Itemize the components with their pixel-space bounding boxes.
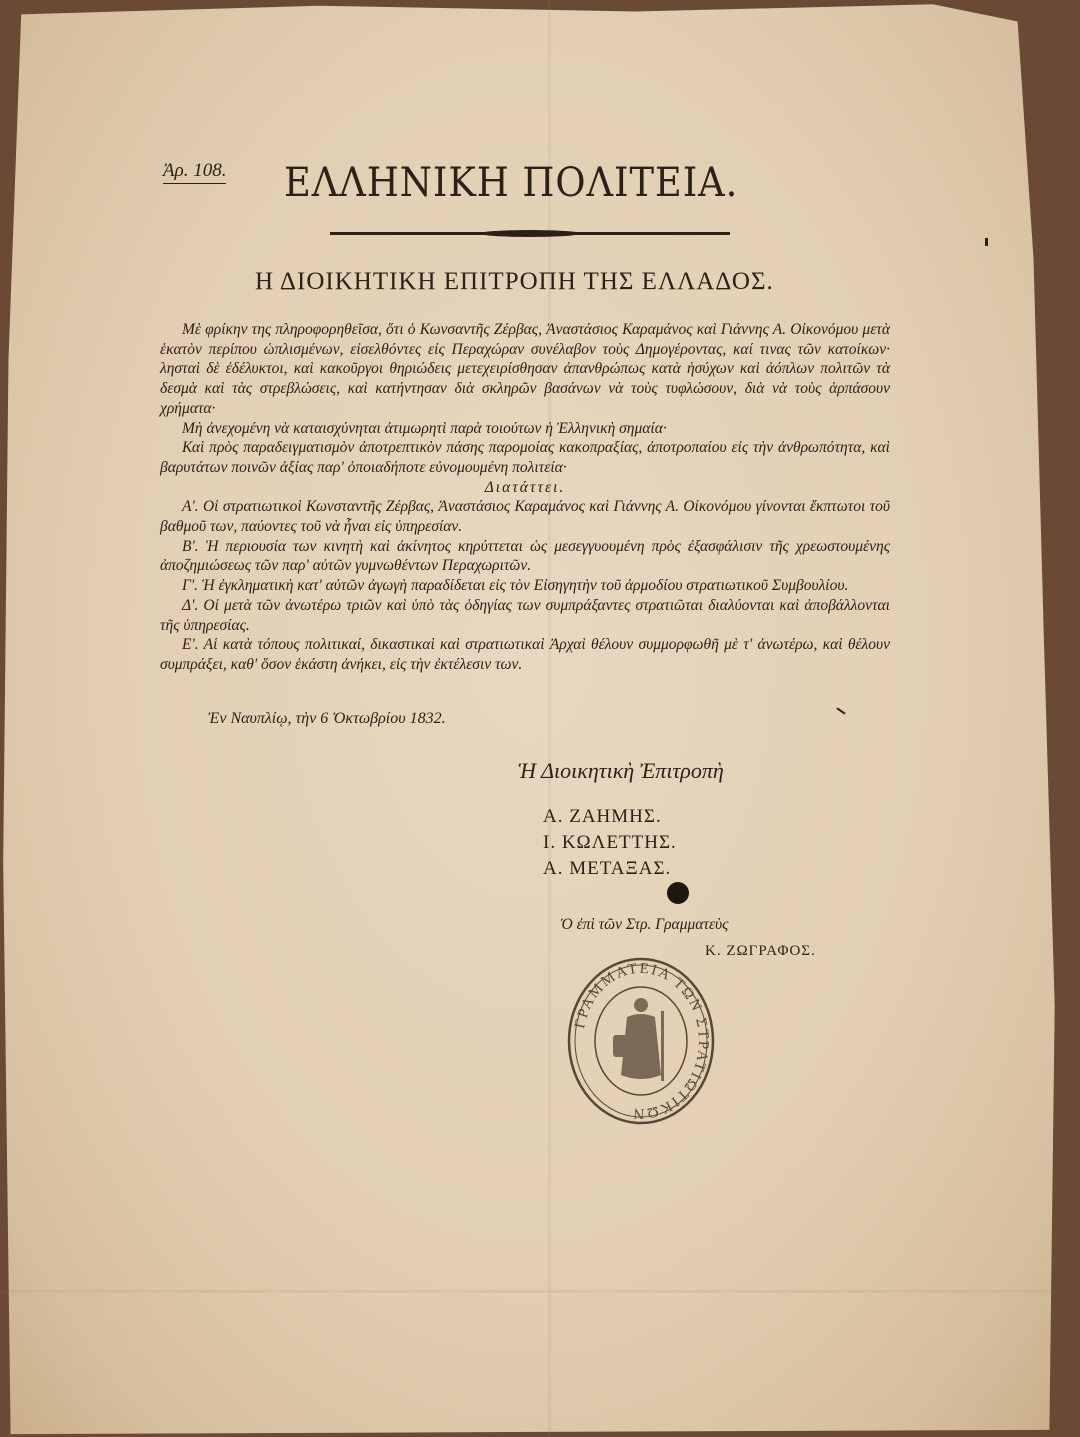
article-d: Δ'. Οἱ μετὰ τῶν ἀνωτέρω τριῶν καὶ ὑπὸ τὰς ὁδηγίας των συμπράξαντες στρατιῶται διαλύονται καὶ ἀποβάλλονται τῆς ὑπηρεσίας.	[160, 596, 890, 634]
reference-number: Ἀρ. 108.	[163, 160, 226, 184]
ink-blot	[667, 882, 689, 904]
page-subtitle: Η ΔΙΟΙΚΗΤΙΚΗ ΕΠΙΤΡΟΠΗ ΤΗΣ ΕΛΛΑΔΟΣ.	[255, 268, 774, 295]
intro-paragraph: Μὲ φρίκην της πληροφορηθεῖσα, ὅτι ὁ Κωνσαντῆς Ζέρβας, Ἀναστάσιος Καραμάνος καὶ Γιάννης Α. Οἰκονόμου μετὰ ἑκατὸν περίπου ὡπλισμένων, εἰσελθόντες εἰς Περαχώραν συνέλαβον τοὺς Δημογέροντας, καί τινας τῶν κατοίκων· λησταὶ δὲ ἐδέλυκτοι, καὶ κακοῦργοι θηριώδεις μετεχειρίσθησαν ἀπανθρώπως κατὰ ἡσύχων καὶ ἀόπλων πολιτῶν τὰ δεσμὰ καὶ τὰς στρεβλώσεις, καὶ κατήντησαν διὰ σκληρῶν βασάνων νὰ τοὺς τυφλώσουν, διὰ νὰ τοὺς ἁρπάσουν χρήματα·	[160, 321, 890, 417]
article-c: Γ'. Ἡ ἐγκληματικὴ κατ' αὐτῶν ἀγωγὴ παραδίδεται εἰς τὸν Εἰσηγητὴν τοῦ ἁρμοδίου στρατιωτικοῦ Συμβουλίου.	[182, 577, 849, 595]
decree-body	[160, 320, 890, 675]
signer-name: Α. ΖΑΗΜΗΣ.	[543, 806, 662, 827]
signatories	[543, 804, 677, 882]
date-line: Ἐν Ναυπλίῳ, τὴν 6 Ὀκτωβρίου 1832.	[208, 710, 446, 727]
seal-inscription: ΓΡΑΜΜΑΤΕΙΑ ΤΩΝ ΣΤΡΑΤΙΩΤΙΚΩΝ	[571, 960, 712, 1122]
secretary-name: Κ. ΖΩΓΡΑΦΟΣ.	[705, 943, 816, 959]
ink-mark	[985, 238, 988, 246]
decree-heading: Διατάττει.	[484, 478, 566, 496]
title-divider	[330, 232, 730, 235]
article-e: Ε'. Αἱ κατὰ τόπους πολιτικαί, δικαστικαὶ καὶ στρατιωτικαὶ Ἀρχαὶ θέλουν συμμορφωθῆ μὲ τ' ἀνωτέρω, καὶ θέλουν συμπράξει, καθ' ὅσον ἑκάστη ἀνήκει, εἰς τὴν ἐκτέλεσιν των.	[160, 636, 890, 673]
page-title: ΕΛΛΗΝΙΚΗ ΠΟΛΙΤΕΙΑ.	[284, 160, 739, 206]
signer-name: Ι. ΚΩΛΕΤΤΗΣ.	[543, 832, 677, 853]
committee-name: Ἡ Διοικητικὴ Ἐπιτροπὴ	[518, 758, 724, 783]
paragraph: Καὶ πρὸς παραδειγματισμὸν ἀποτρεπτικὸν πάσης παρομοίας κακοπραξίας, ἀποτροπαίου εἰς τὴν ἀνθρωπότητα, καὶ βαρυτάτων ποινῶν ἀξίας παρ' ὁποιαδήποτε εὐνομουμένη πολιτεία·	[160, 439, 890, 476]
secretary-title: Ὁ ἐπὶ τῶν Στρ. Γραμματεὺς	[560, 916, 729, 933]
article-a: Α'. Οἱ στρατιωτικοὶ Κωνσταντῆς Ζέρβας, Ἀναστάσιος Καραμάνος καὶ Γιάννης Α. Οἰκονόμου γίνονται ἔκπτωτοι τοῦ βαθμοῦ των, παύοντες τοῦ νὰ ἦναι εἰς ὑπηρεσίαν.	[160, 498, 890, 536]
ink-mark	[836, 707, 845, 714]
paragraph: Μὴ ἀνεχομένη νὰ καταισχύνηται ἀτιμωρητὶ παρὰ τοιούτων ἡ Ἑλληνικὴ σημαία·	[182, 419, 667, 437]
article-b: Β'. Ἡ περιουσία των κινητὴ καὶ ἀκίνητος κηρύττεται ὡς μεσεγγυουμένη πρὸς ἐξασφάλισιν τῆς χρεωστουμένης ἀποζημιώσεως τῶν παρ' αὐτῶν γυμνωθέντων Περαχωριτῶν.	[160, 537, 890, 575]
signer-name: Α. ΜΕΤΑΞΑΣ.	[543, 858, 672, 879]
seal-emblem	[613, 998, 664, 1081]
official-seal	[565, 955, 717, 1127]
